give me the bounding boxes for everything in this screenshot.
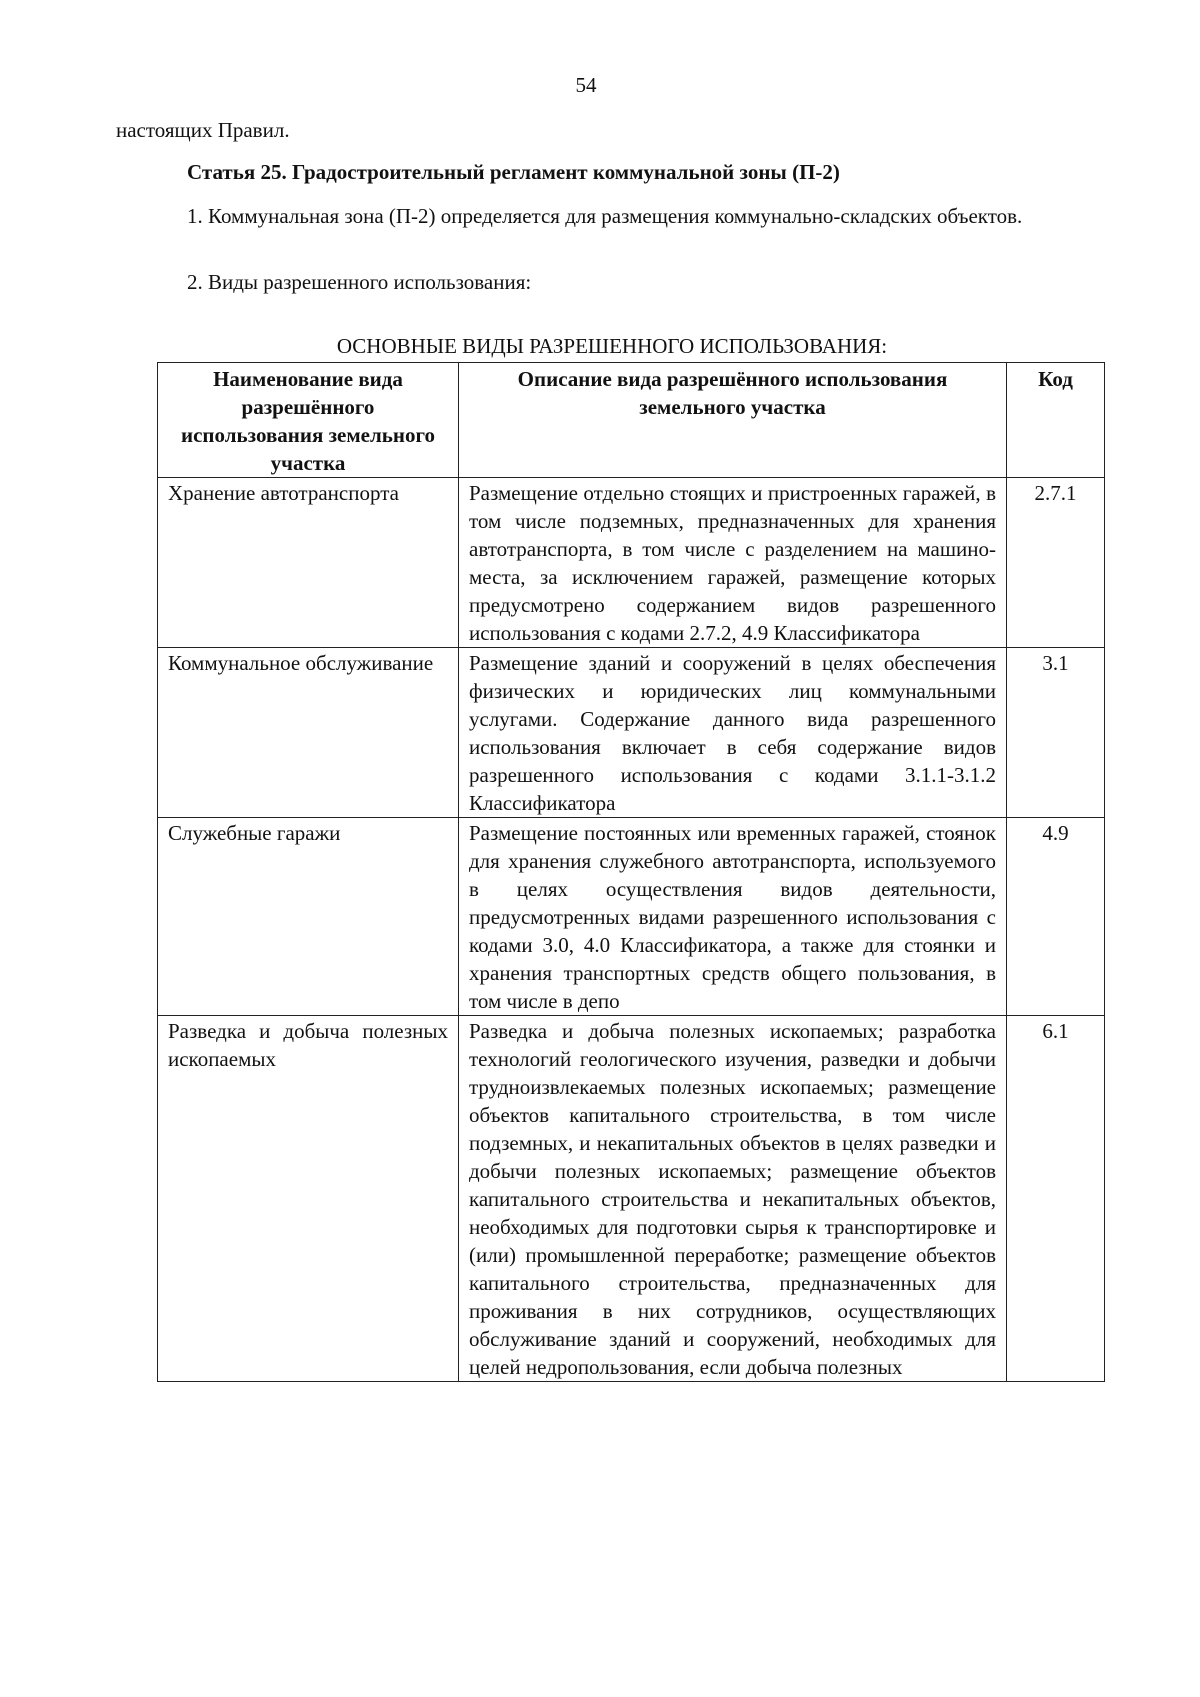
row-name: Служебные гаражи: [158, 818, 459, 1016]
row-name: Коммунальное обслуживание: [158, 648, 459, 818]
table-row: [158, 1016, 1105, 1382]
row-code: 6.1: [1007, 1016, 1105, 1382]
article-title: Статья 25. Градостроительный регламент коммунальной зоны (П-2): [187, 160, 840, 184]
row-description: Размещение постоянных или временных гаражей, стоянок для хранения служебного автотранспорта, используемого в целях осуществления видов деятельности, предусмотренных видами разрешенного использования с кодами 3.0, 4.0 Классификатора, а также для стоянки и хранения транспортных средств общего пользования, в том числе в депо: [459, 818, 1007, 1016]
paragraph-zone-definition: 1. Коммунальная зона (П-2) определяется для размещения коммунально-складских объектов.: [187, 204, 1023, 228]
row-description: Разведка и добыча полезных ископаемых; разработка технологий геологического изучения, разведки и добычи трудноизвлекаемых полезных ископаемых; размещение объектов капитального строительства, в том числе подземных, и некапитальных объектов в целях разведки и добычи полезных ископаемых; размещение объектов капитального строительства и некапитальных объектов, необходимых для подготовки сырья к транспортировке и (или) промышленной переработке; размещение объектов капитального строительства, предназначенных для проживания в них сотрудников, осуществляющих обслуживание зданий и сооружений, необходимых для целей недропользования, если добыча полезных: [459, 1016, 1007, 1382]
table-row: [158, 818, 1105, 1016]
row-code: 3.1: [1007, 648, 1105, 818]
row-description: Размещение отдельно стоящих и пристроенных гаражей, в том числе подземных, предназначенных для хранения автотранспорта, в том числе с разделением на машино-места, за исключением гаражей, размещение которых предусмотрено содержанием видов разрешенного использования с кодами 2.7.2, 4.9 Классификатора: [459, 478, 1007, 648]
row-name: Хранение автотранспорта: [158, 478, 459, 648]
header-description: Описание вида разрешённого использования земельного участка: [459, 363, 1007, 478]
paragraph-permitted-uses: 2. Виды разрешенного использования:: [187, 270, 532, 294]
table-caption: ОСНОВНЫЕ ВИДЫ РАЗРЕШЕННОГО ИСПОЛЬЗОВАНИЯ:: [336, 334, 888, 358]
row-description: Размещение зданий и сооружений в целях обеспечения физических и юридических лиц коммунальными услугами. Содержание данного вида разрешенного использования включает в себя содержание видов разрешенного использования с кодами 3.1.1-3.1.2 Классификатора: [459, 648, 1007, 818]
continuation-text: настоящих Правил.: [116, 118, 290, 142]
header-code: Код: [1007, 363, 1105, 478]
header-name: Наименование вида разрешённого использования земельного участка: [158, 363, 459, 478]
page-number: 54: [575, 73, 597, 97]
row-code: 4.9: [1007, 818, 1105, 1016]
table-row: [158, 478, 1105, 648]
permitted-uses-table: [157, 362, 1105, 1382]
table-header-row: [158, 363, 1105, 478]
table-row: [158, 648, 1105, 818]
row-code: 2.7.1: [1007, 478, 1105, 648]
row-name: Разведка и добыча полезных ископаемых: [158, 1016, 459, 1382]
